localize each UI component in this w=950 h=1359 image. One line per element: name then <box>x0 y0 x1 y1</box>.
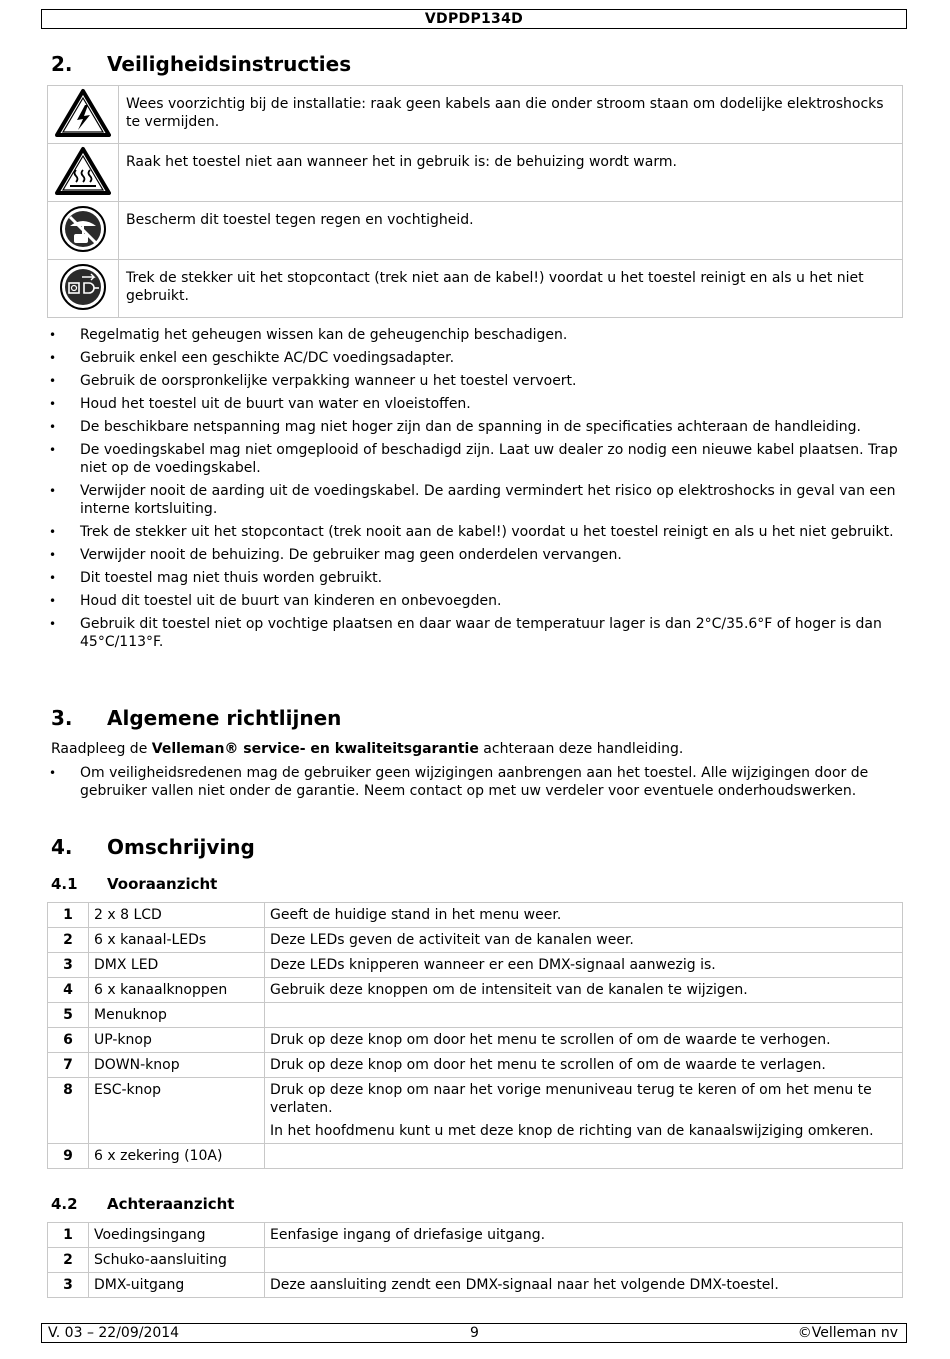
model-code: VDPDP134D <box>424 11 524 27</box>
table-row <box>48 1223 903 1248</box>
section-number: 3. <box>51 706 73 730</box>
high-voltage-warning-icon <box>55 88 111 138</box>
description-text: Druk op deze knop om naar het vorige menuniveau terug te keren of om het menu te verlaten. <box>270 1082 872 1116</box>
warning-icon-cell <box>48 202 119 260</box>
row-number: 1 <box>48 1223 89 1248</box>
component-description <box>265 1003 903 1028</box>
component-name: ESC-knop <box>89 1078 265 1144</box>
protect-from-rain-icon <box>58 204 108 254</box>
section-title: Omschrijving <box>107 835 255 859</box>
description-text: In het hoofdmenu kunt u met deze knop de richting van de kanaalswijziging omkeren. <box>270 1123 874 1139</box>
list-item: • Gebruik de oorspronkelijke verpakking wanneer u het toestel vervoert. <box>47 372 903 390</box>
component-description <box>265 928 903 953</box>
component-name: 6 x kanaal-LEDs <box>89 928 265 953</box>
warranty-reference <box>51 740 903 758</box>
component-name: Voedingsingang <box>89 1223 265 1248</box>
component-description <box>265 903 903 928</box>
row-number: 6 <box>48 1028 89 1053</box>
row-number: 4 <box>48 978 89 1003</box>
warning-text: Trek de stekker uit het stopcontact (trek niet aan de kabel!) voordat u het toestel reinigt en als u het niet gebruikt. <box>119 260 903 318</box>
copyright: ©Velleman nv <box>797 1325 898 1341</box>
warning-text: Raak het toestel niet aan wanneer het in gebruik is: de behuizing wordt warm. <box>119 144 903 202</box>
list-item: • Regelmatig het geheugen wissen kan de geheugenchip beschadigen. <box>47 326 903 344</box>
warranty-name: Velleman® service- en kwaliteitsgarantie <box>151 741 479 757</box>
component-name: Schuko-aansluiting <box>89 1248 265 1273</box>
rear-view-table <box>47 1222 903 1298</box>
page-number: 9 <box>470 1325 479 1341</box>
warning-row <box>48 144 903 202</box>
warning-icon-cell <box>48 260 119 318</box>
component-description <box>265 953 903 978</box>
component-description <box>265 1078 903 1144</box>
description-text: Deze aansluiting zendt een DMX-signaal naar het volgende DMX-toestel. <box>270 1277 779 1293</box>
warning-text: Bescherm dit toestel tegen regen en vochtigheid. <box>119 202 903 260</box>
component-name: 6 x zekering (10A) <box>89 1144 265 1169</box>
row-number: 1 <box>48 903 89 928</box>
description-text: Druk op deze knop om door het menu te scrollen of om de waarde te verlagen. <box>270 1057 826 1073</box>
section-number: 2. <box>51 52 73 76</box>
component-name: 2 x 8 LCD <box>89 903 265 928</box>
warning-row <box>48 202 903 260</box>
row-number: 3 <box>48 1273 89 1298</box>
description-text: Eenfasige ingang of driefasige uitgang. <box>270 1227 546 1243</box>
section-3-heading <box>51 706 341 730</box>
warning-row <box>48 260 903 318</box>
component-name: DOWN-knop <box>89 1053 265 1078</box>
component-name: DMX LED <box>89 953 265 978</box>
row-number: 7 <box>48 1053 89 1078</box>
list-item: • De voedingskabel mag niet omgeplooid of beschadigd zijn. Laat uw dealer zo nodig een nieuwe kabel plaatsen. Trap niet op de voedingskabel. <box>47 441 903 477</box>
list-item: • Houd dit toestel uit de buurt van kinderen en onbevoegden. <box>47 592 903 610</box>
warning-icon-cell <box>48 86 119 144</box>
row-number: 2 <box>48 1248 89 1273</box>
table-row <box>48 1273 903 1298</box>
list-item: • Trek de stekker uit het stopcontact (trek nooit aan de kabel!) voordat u het toestel reinigt en als u het niet gebruikt. <box>47 523 903 541</box>
intro-text-end: achteraan deze handleiding. <box>478 741 684 757</box>
subsection-4-1-heading <box>51 875 217 893</box>
document-version: V. 03 – 22/09/2014 <box>48 1325 180 1341</box>
component-name: Menuknop <box>89 1003 265 1028</box>
subsection-4-2-heading <box>51 1195 234 1213</box>
section-4-heading <box>51 835 255 859</box>
table-row <box>48 1248 903 1273</box>
component-name: DMX-uitgang <box>89 1273 265 1298</box>
component-description <box>265 1028 903 1053</box>
section-number: 4. <box>51 835 73 859</box>
table-row <box>48 928 903 953</box>
table-row <box>48 1028 903 1053</box>
section-2-heading <box>51 52 351 76</box>
subsection-number: 4.1 <box>51 875 78 893</box>
subsection-title: Achteraanzicht <box>107 1195 235 1213</box>
table-row <box>48 1078 903 1144</box>
component-description <box>265 1144 903 1169</box>
table-row <box>48 1003 903 1028</box>
description-text: Druk op deze knop om door het menu te scrollen of om de waarde te verhogen. <box>270 1032 831 1048</box>
list-item: • De beschikbare netspanning mag niet hoger zijn dan de spanning in de specificaties achteraan de handleiding. <box>47 418 903 436</box>
warning-row <box>48 86 903 144</box>
page-footer <box>41 1323 907 1343</box>
table-row <box>48 953 903 978</box>
list-item: • Verwijder nooit de behuizing. De gebruiker mag geen onderdelen vervangen. <box>47 546 903 564</box>
table-row <box>48 1053 903 1078</box>
list-item: • Houd het toestel uit de buurt van water en vloeistoffen. <box>47 395 903 413</box>
list-item: • Dit toestel mag niet thuis worden gebruikt. <box>47 569 903 587</box>
description-text: Geeft de huidige stand in het menu weer. <box>270 907 562 923</box>
front-view-table <box>47 902 903 1169</box>
component-description <box>265 1248 903 1273</box>
row-number: 2 <box>48 928 89 953</box>
intro-text: Raadpleeg de <box>51 741 152 757</box>
hot-surface-warning-icon <box>55 146 111 196</box>
table-row <box>48 978 903 1003</box>
section-title: Veiligheidsinstructies <box>107 52 352 76</box>
row-number: 9 <box>48 1144 89 1169</box>
list-item: • Gebruik dit toestel niet op vochtige plaatsen en daar waar de temperatuur lager is dan 2°C/35.6°F of hoger is dan 45°C/113°F. <box>47 615 903 651</box>
list-item: • Om veiligheidsredenen mag de gebruiker geen wijzigingen aanbrengen aan het toestel. Alle wijzigingen door de gebruiker vallen niet onder de garantie. Neem contact op met uw verdeler voor eventuele onderhoudswerken. <box>47 764 903 800</box>
unplug-icon <box>58 262 108 312</box>
warning-text: Wees voorzichtig bij de installatie: raak geen kabels aan die onder stroom staan om dodelijke elektroshocks te vermijden. <box>119 86 903 144</box>
row-number: 3 <box>48 953 89 978</box>
description-text: Gebruik deze knoppen om de intensiteit van de kanalen te wijzigen. <box>270 982 748 998</box>
component-name: UP-knop <box>89 1028 265 1053</box>
warning-table <box>47 85 903 318</box>
component-name: 6 x kanaalknoppen <box>89 978 265 1003</box>
subsection-number: 4.2 <box>51 1195 78 1213</box>
list-item: • Gebruik enkel een geschikte AC/DC voedingsadapter. <box>47 349 903 367</box>
component-description <box>265 1053 903 1078</box>
table-row <box>48 1144 903 1169</box>
component-description <box>265 1273 903 1298</box>
description-text: Deze LEDs knipperen wanneer er een DMX-signaal aanwezig is. <box>270 957 716 973</box>
subsection-title: Vooraanzicht <box>107 875 218 893</box>
section-title: Algemene richtlijnen <box>107 706 342 730</box>
page-header <box>41 9 907 29</box>
safety-bullet-list <box>47 326 903 656</box>
component-description <box>265 978 903 1003</box>
description-text: Deze LEDs geven de activiteit van de kanalen weer. <box>270 932 634 948</box>
row-number: 5 <box>48 1003 89 1028</box>
table-row <box>48 903 903 928</box>
warning-icon-cell <box>48 144 119 202</box>
component-description <box>265 1223 903 1248</box>
guidelines-bullet-list <box>47 764 903 805</box>
row-number: 8 <box>48 1078 89 1144</box>
list-item: • Verwijder nooit de aarding uit de voedingskabel. De aarding vermindert het risico op elektroshocks in geval van een interne kortsluiting. <box>47 482 903 518</box>
